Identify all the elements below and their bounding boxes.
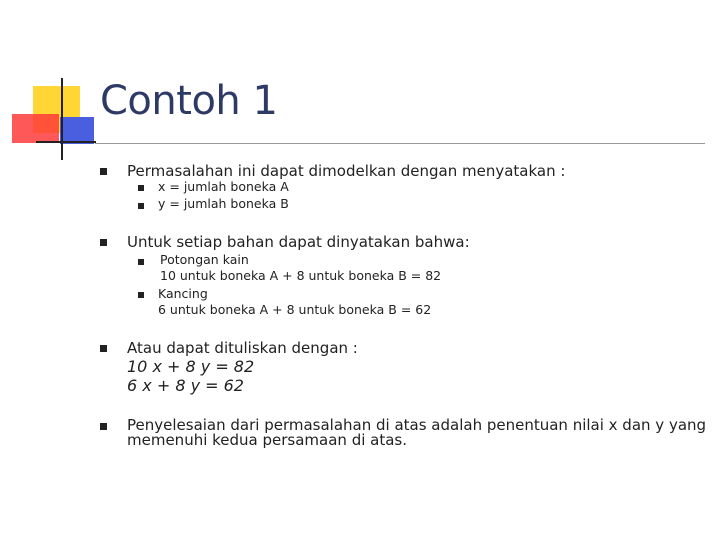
decor-blue-square: [60, 117, 94, 144]
bullet-text: Penyelesaian dari permasalahan di atas adalah penentuan nilai x dan y yang: [127, 416, 707, 434]
bullet-text: Untuk setiap bahan dapat dinyatakan bahwa:: [127, 233, 470, 251]
bullet-text: Atau dapat dituliskan dengan :: [127, 339, 358, 357]
bullet-marker: [100, 168, 107, 175]
bullet-marker: [100, 239, 107, 246]
decor-short-horizontal-line: [36, 141, 96, 143]
equation: 6 x + 8 y = 62: [127, 376, 244, 395]
slide-title: Contoh 1: [100, 78, 278, 124]
bullet-marker: [100, 345, 107, 352]
sub-bullet-marker: [138, 203, 144, 209]
sub-bullet-label: Potongan kain: [160, 252, 249, 267]
decor-vertical-line: [61, 78, 63, 160]
sub-bullet-marker: [138, 185, 144, 191]
bullet-text: Permasalahan ini dapat dimodelkan dengan menyatakan :: [127, 162, 566, 180]
sub-bullet-text: x = jumlah boneka A: [158, 179, 289, 194]
sub-bullet-detail: 6 untuk boneka A + 8 untuk boneka B = 62: [158, 302, 432, 317]
title-underline: [95, 143, 705, 144]
sub-bullet-marker: [138, 259, 144, 265]
decor-red-square: [12, 114, 59, 143]
bullet-text-continued: memenuhi kedua persamaan di atas.: [127, 431, 408, 449]
sub-bullet-label: Kancing: [158, 286, 208, 301]
sub-bullet-text: y = jumlah boneka B: [158, 196, 289, 211]
equation: 10 x + 8 y = 82: [127, 357, 255, 376]
bullet-marker: [100, 423, 107, 430]
sub-bullet-detail: 10 untuk boneka A + 8 untuk boneka B = 82: [160, 268, 442, 283]
sub-bullet-marker: [138, 292, 144, 298]
